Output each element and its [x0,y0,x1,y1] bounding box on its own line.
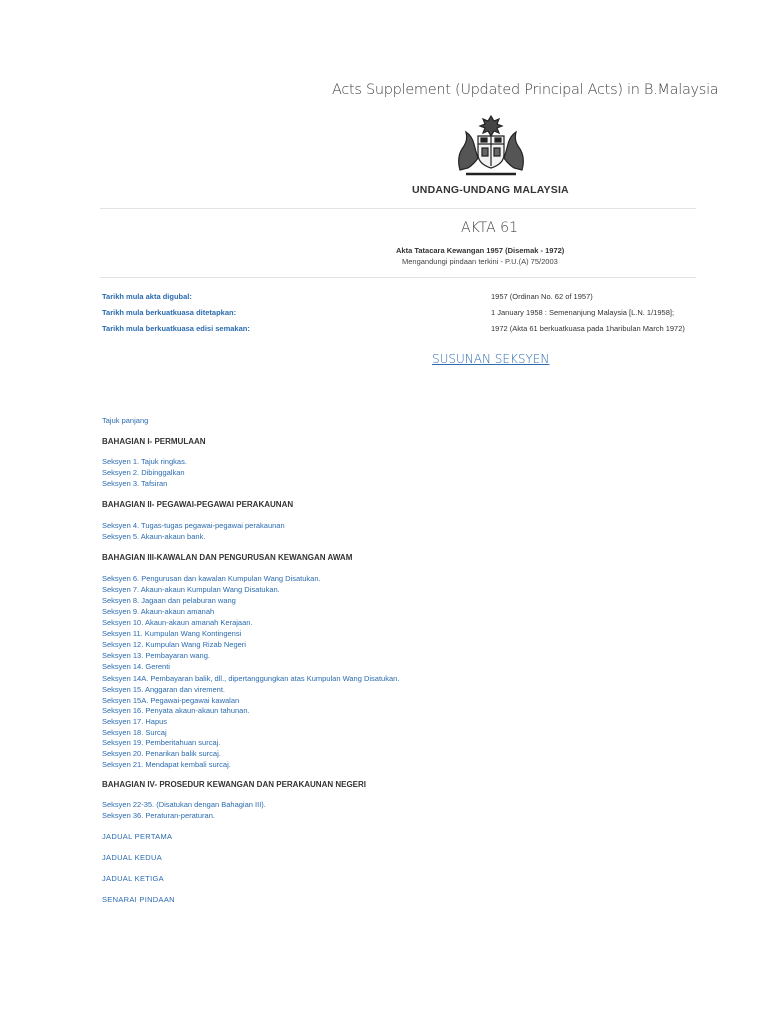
section-link[interactable]: Seksyen 21. Mendapat kembali surcaj. [102,760,231,769]
section-link[interactable]: Seksyen 16. Penyata akaun-akaun tahunan. [102,706,250,715]
info-label: Tarikh mula berkuatkuasa ditetapkan: [102,308,237,317]
part-heading: BAHAGIAN I- PERMULAAN [102,437,206,446]
section-link[interactable]: Seksyen 14A. Pembayaran balik, dll., dipertanggungkan atas Kumpulan Wang Disatukan. [102,674,400,683]
info-value: 1 January 1958 : Semenanjung Malaysia [L.N. 1/1958]; [491,308,675,317]
section-link[interactable]: Seksyen 13. Pembayaran wang. [102,651,210,660]
schedule-link[interactable]: JADUAL PERTAMA [102,832,173,841]
info-row [102,308,702,319]
section-link[interactable]: Seksyen 8. Jagaan dan pelaburan wang [102,596,236,605]
section-link[interactable]: Seksyen 22-35. (Disatukan dengan Bahagian III). [102,800,266,809]
schedule-link[interactable]: JADUAL KEDUA [102,853,163,862]
section-link[interactable]: Seksyen 6. Pengurusan dan kawalan Kumpulan Wang Disatukan. [102,574,321,583]
section-link[interactable]: Seksyen 3. Tafsiran [102,479,168,488]
section-link[interactable]: Seksyen 1. Tajuk ringkas. [102,457,187,466]
section-link[interactable]: Seksyen 9. Akaun-akaun amanah [102,607,215,616]
contents-heading[interactable]: SUSUNAN SEKSYEN [432,352,550,366]
section-link[interactable]: Seksyen 10. Akaun-akaun amanah Kerajaan. [102,618,253,627]
schedule-link[interactable]: JADUAL KETIGA [102,874,164,883]
page-title: Acts Supplement (Updated Principal Acts) in B.Malaysia [332,82,719,98]
section-link[interactable]: Seksyen 19. Pemberitahuan surcaj. [102,738,221,747]
section-link[interactable]: Seksyen 4. Tugas-tugas pegawai-pegawai perakaunan [102,521,285,530]
section-link[interactable]: Seksyen 17. Hapus [102,717,168,726]
info-label: Tarikh mula berkuatkuasa edisi semakan: [102,324,250,333]
section-link[interactable]: Seksyen 12. Kumpulan Wang Rizab Negeri [102,640,246,649]
section-link[interactable]: Seksyen 2. Dibinggalkan [102,468,185,477]
section-link[interactable]: Seksyen 7. Akaun-akaun Kumpulan Wang Disatukan. [102,585,280,594]
top-divider [100,208,696,209]
section-link[interactable]: Seksyen 14. Gerenti [102,662,170,671]
country-heading: UNDANG-UNDANG MALAYSIA [412,184,569,196]
part-heading: BAHAGIAN IV- PROSEDUR KEWANGAN DAN PERAKAUNAN NEGERI [102,780,367,789]
middle-divider [100,277,696,278]
section-link[interactable]: Seksyen 15A. Pegawai-pegawai kawalan [102,696,240,705]
act-name: Akta Tatacara Kewangan 1957 (Disemak - 1972) [396,246,565,255]
info-row [102,292,702,303]
act-amendment: Mengandungi pindaan terkini - P.U.(A) 75/2003 [402,257,558,266]
info-value: 1957 (Ordinan No. 62 of 1957) [491,292,593,301]
info-value: 1972 (Akta 61 berkuatkuasa pada 1haribulan March 1972) [491,324,685,333]
malaysia-coat-of-arms-icon [448,112,534,178]
info-row [102,324,702,335]
act-number: AKTA 61 [461,220,518,236]
section-link[interactable]: Seksyen 5. Akaun-akaun bank. [102,532,206,541]
long-title-link[interactable]: Tajuk panjang [102,416,149,425]
amendment-list-link[interactable]: SENARAI PINDAAN [102,895,175,904]
section-link[interactable]: Seksyen 36. Peraturan-peraturan. [102,811,215,820]
part-heading: BAHAGIAN III-KAWALAN DAN PENGURUSAN KEWANGAN AWAM [102,553,353,562]
section-link[interactable]: Seksyen 18. Surcaj [102,728,167,737]
part-heading: BAHAGIAN II- PEGAWAI-PEGAWAI PERAKAUNAN [102,500,294,509]
section-link[interactable]: Seksyen 20. Penarikan balik surcaj. [102,749,221,758]
section-link[interactable]: Seksyen 15. Anggaran dan virement. [102,685,225,694]
section-link[interactable]: Seksyen 11. Kumpulan Wang Kontingensi [102,629,242,638]
info-label: Tarikh mula akta digubal: [102,292,192,301]
